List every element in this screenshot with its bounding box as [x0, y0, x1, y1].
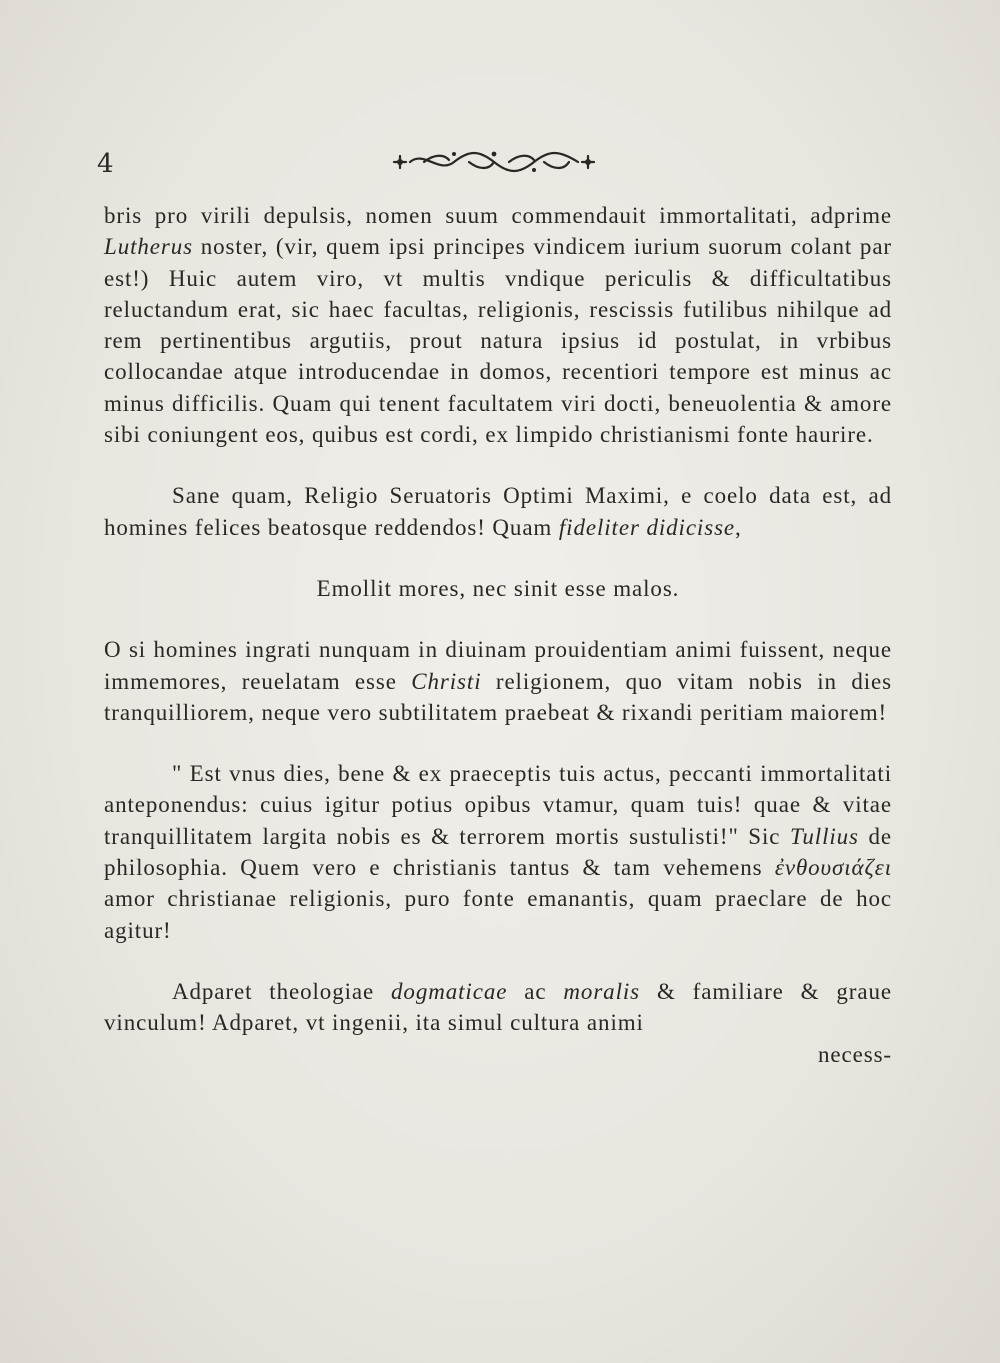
paragraph-1: bris pro virili depulsis, nomen suum commendauit immortalitati, adprime Lutherus noster, (vir, quem ipsi principes vindicem iurium suorum colant par est!) Huic autem viro, vt multis vndique periculis & difficultatibus reluctandum erat, sic haec facultas, religionis, rescissis futilibus nihilque ad rem pertinentibus argutiis, prout natura ipsius id postulat, in vrbibus collocandae atque introducendae in domos, recentiori tempore est minus ac minus difficilis. Quam qui tenent facultatem viri docti, beneuolentia & amore sibi coniungent eos, quibus est cordi, ex limpido christianismi fonte haurire.: [104, 203, 892, 448]
italic-word-moralis: moralis: [563, 978, 641, 1004]
italic-name-tullius: Tullius: [789, 823, 859, 849]
vine-scroll-ornament-icon: [384, 140, 604, 184]
paragraph-4-quotation: " Est vnus dies, bene & ex praeceptis tuis actus, peccanti immortalitati anteponendus: cuius igitur potius opibus vtamur, quam tuis! quae & vitae tranquillitatem largita nobis es & terrorem mortis sustulisti!" Sic Tullius de philosophia. Quem vero e christianis tantus & tam vehemens ἐνθουσιάζει amor christianae religionis, puro fonte emanantis, quam praeclare de hoc agitur!: [104, 761, 892, 943]
italic-greek-word: ἐνθουσιάζει: [774, 855, 892, 881]
italic-name-lutherus: Lutherus: [104, 234, 193, 260]
verse-line: Emollit mores, nec sinit esse malos.: [316, 575, 680, 601]
italic-name-christi: Christi: [411, 668, 482, 694]
page-number: 4: [97, 149, 114, 179]
catchword: necess-: [818, 1041, 892, 1067]
paragraph-3: O si homines ingrati nunquam in diuinam prouidentiam animi fuissent, neque immemores, reuelatam esse Christi religionem, quo vitam nobis in dies tranquilliorem, neque vero subtilitatem praebeat & rixandi peritiam maiorem!: [104, 637, 892, 725]
body-text: [104, 200, 892, 1070]
italic-phrase-fideliter: fideliter didicisse: [558, 514, 736, 540]
paragraph-2: Sane quam, Religio Seruatoris Optimi Maximi, e coelo data est, ad homines felices beatosque reddendos! Quam fideliter didicisse,: [104, 483, 892, 540]
italic-word-dogmaticae: dogmaticae: [391, 978, 508, 1004]
paragraph-5: Adparet theologiae dogmaticae ac moralis & familiare & graue vinculum! Adparet, vt ingenii, ita simul cultura animi: [104, 978, 892, 1036]
